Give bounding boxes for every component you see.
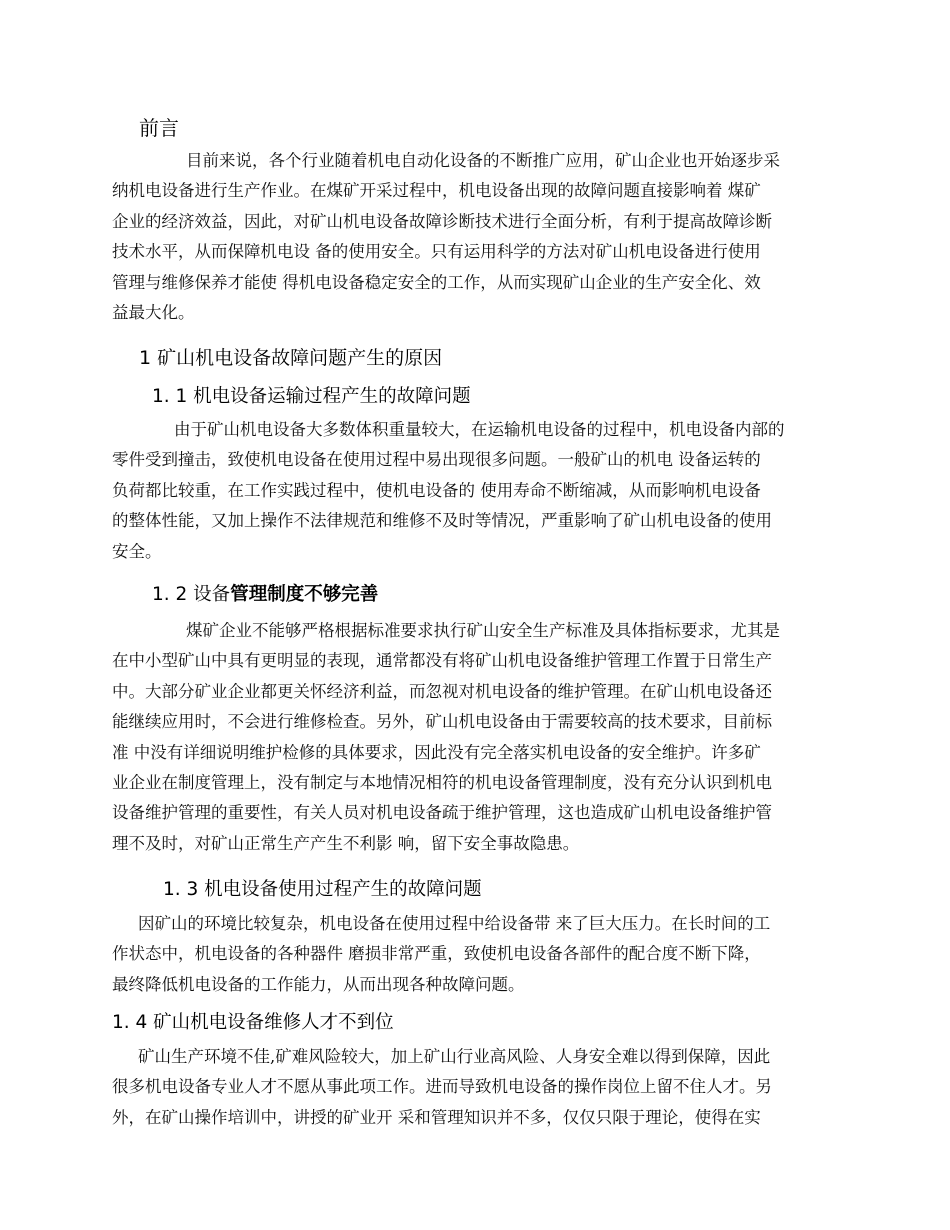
section-1-3-paragraph bbox=[112, 909, 770, 1000]
text-line: 的整体性能，又加上操作不法律规范和维修不及时等情况，严重影响了矿山机电设备的使用 bbox=[112, 511, 772, 531]
text-line: 益最大化。 bbox=[112, 303, 195, 323]
text-line: 因矿山的环境比较复杂，机电设备在使用过程中给设备带 来了巨大压力。在长时间的工 bbox=[138, 914, 771, 933]
section-1-1-heading: 1. 1 机电设备运输过程产生的故障问题 bbox=[152, 386, 471, 407]
text-line: 安全。 bbox=[112, 541, 162, 561]
text-line: 企业的经济效益，因此，对矿山机电设备故障诊断技术进行全面分析，有利于提高故障诊断 bbox=[112, 211, 772, 231]
preface-paragraph bbox=[112, 146, 780, 328]
section-1-4-heading: 1. 4 矿山机电设备维修人才不到位 bbox=[112, 1012, 394, 1033]
section-1-4-paragraph bbox=[112, 1042, 772, 1133]
section-1-2-heading bbox=[152, 580, 378, 606]
section-1-3-heading: 1. 3 机电设备使用过程产生的故障问题 bbox=[163, 879, 482, 900]
section-1-2-paragraph bbox=[112, 616, 780, 859]
text-line: 设备维护管理的重要性，有关人员对机电设备疏于维护管理，这也造成矿山机电设备维护管 bbox=[112, 803, 772, 823]
section-1-heading: 1 矿山机电设备故障问题产生的原因 bbox=[139, 347, 443, 369]
text-line: 零件受到撞击，致使机电设备在使用过程中易出现很多问题。一般矿山的机电 设备运转的 bbox=[112, 450, 761, 470]
text-line: 作状态中，机电设备的各种器件 磨损非常严重，致使机电设备各部件的配合度不断下降， bbox=[112, 944, 761, 964]
text-line: 技术水平，从而保障机电设 备的使用安全。只有运用科学的方法对矿山机电设备进行使用 bbox=[112, 242, 761, 262]
text-line: 能继续应用时，不会进行维修检查。另外，矿山机电设备由于需要较高的技术要求，目前标 bbox=[112, 712, 772, 732]
text-line: 矿山生产环境不佳,矿难风险较大，加上矿山行业高风险、人身安全难以得到保障，因此 bbox=[138, 1047, 771, 1066]
text-line: 外，在矿山操作培训中，讲授的矿业开 采和管理知识并不多，仅仅只限于理论，使得在实 bbox=[112, 1107, 761, 1127]
section-1-2-heading-prefix: 1. 2 设备 bbox=[152, 584, 231, 605]
text-line: 负荷都比较重，在工作实践过程中，使机电设备的 使用寿命不断缩减，从而影响机电设备 bbox=[112, 480, 761, 500]
preface-heading: 前言 bbox=[139, 116, 179, 140]
section-1-1-paragraph bbox=[112, 415, 785, 567]
text-line: 准 中没有详细说明维护检修的具体要求，因此没有完全落实机电设备的安全维护。许多矿 bbox=[112, 742, 761, 762]
text-line: 目前来说，各个行业随着机电自动化设备的不断推广应用，矿山企业也开始逐步采 bbox=[186, 151, 780, 170]
text-line: 在中小型矿山中具有更明显的表现，通常都没有将矿山机电设备维护管理工作置于日常生产 bbox=[112, 651, 772, 671]
text-line: 最终降低机电设备的工作能力，从而出现各种故障问题。 bbox=[112, 974, 525, 994]
text-line: 纳机电设备进行生产作业。在煤矿开采过程中，机电设备出现的故障问题直接影响着 煤矿 bbox=[112, 181, 761, 201]
text-line: 由于矿山机电设备大多数体积重量较大，在运输机电设备的过程中，机电设备内部的 bbox=[174, 420, 785, 439]
text-line: 很多机电设备专业人才不愿从事此项工作。进而导致机电设备的操作岗位上留不住人才。另 bbox=[112, 1077, 772, 1097]
text-line: 管理与维修保养才能使 得机电设备稳定安全的工作，从而实现矿山企业的生产安全化、效 bbox=[112, 272, 761, 292]
text-line: 业企业在制度管理上，没有制定与本地情况相符的机电设备管理制度，没有充分认识到机电 bbox=[112, 773, 772, 793]
section-1-2-heading-emphasis: 管理制度不够完善 bbox=[230, 584, 379, 605]
text-line: 煤矿企业不能够严格根据标准要求执行矿山安全生产标准及具体指标要求，尤其是 bbox=[186, 621, 780, 640]
text-line: 中。大部分矿业企业都更关怀经济利益，而忽视对机电设备的维护管理。在矿山机电设备还 bbox=[112, 681, 772, 701]
text-line: 理不及时，对矿山正常生产产生不利影 响，留下安全事故隐患。 bbox=[112, 833, 580, 853]
